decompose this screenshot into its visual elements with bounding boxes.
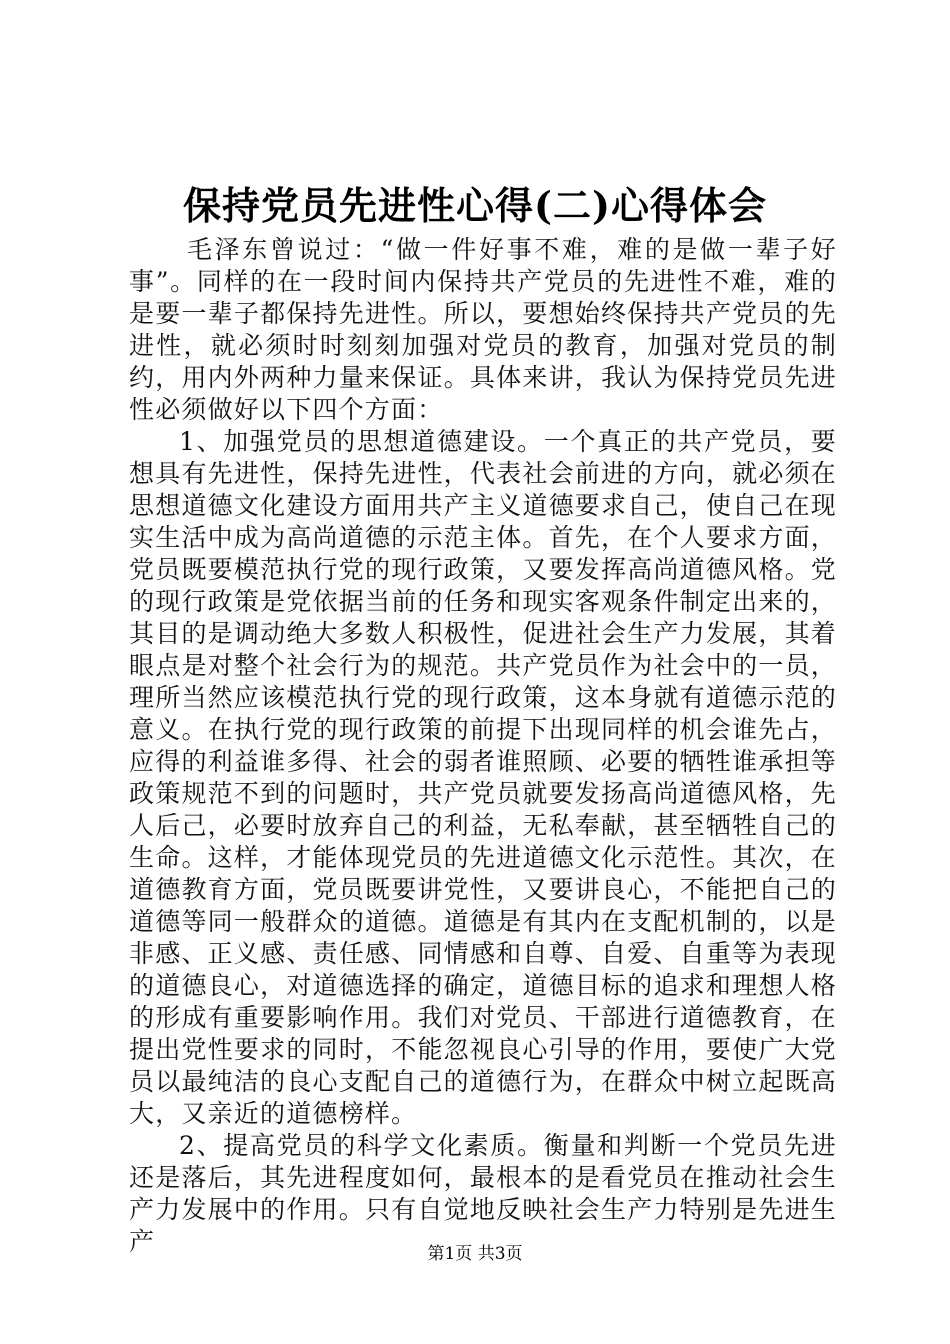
paragraph-intro: 毛泽东曾说过：“做一件好事不难，难的是做一辈子好事”。同样的在一段时间内保持共产党员的先进性不难，难的是要一辈子都保持先进性。所以，要想始终保持共产党员的先进性，就必须时时刻刻加强对党员的教育，加强对党员的制约，用内外两种力量来保证。具体来讲，我认为保持党员先进性必须做好以下四个方面： (129, 235, 837, 424)
paragraph-point-1: 1、加强党员的思想道德建设。一个真正的共产党员，要想具有先进性，保持先进性，代表社会前进的方向，就必须在思想道德文化建设方面用共产主义道德要求自己，使自己在现实生活中成为高尚道德的示范主体。首先，在个人要求方面，党员既要模范执行党的现行政策，又要发挥高尚道德风格。党的现行政策是党依据当前的任务和现实客观条件制定出来的，其目的是调动绝大多数人积极性，促进社会生产力发展，其着眼点是对整个社会行为的规范。共产党员作为社会中的一员，理所当然应该模范执行党的现行政策，这本身就有道德示范的意义。在执行党的现行政策的前提下出现同样的机会谁先占，应得的利益谁多得、社会的弱者谁照顾、必要的牺牲谁承担等政策规范不到的问题时，共产党员就要发扬高尚道德风格，先人后己，必要时放弃自己的利益，无私奉献，甚至牺牲自己的生命。这样，才能体现党员的先进道德文化示范性。其次，在道德教育方面，党员既要讲党性，又要讲良心，不能把自己的道德等同一般群众的道德。道德是有其内在支配机制的，以是非感、正义感、责任感、同情感和自尊、自爱、自重等为表现的道德良心，对道德选择的确定，道德目标的追求和理想人格的形成有重要影响作用。我们对党员、干部进行道德教育，在提出党性要求的同时，不能忽视良心引导的作用，要使广大党员以最纯洁的良心支配自己的道德行为，在群众中树立起既高大，又亲近的道德榜样。 (129, 427, 837, 1128)
document-title: 保持党员先进性心得(二)心得体会 (183, 183, 767, 228)
document-body (129, 234, 837, 1258)
paragraph-point-2: 2、提高党员的科学文化素质。衡量和判断一个党员先进还是落后，其先进程度如何，最根本的是看党员在推动社会生产力发展中的作用。只有自觉地反映社会生产力特别是先进生产 (129, 1131, 837, 1256)
page-number-footer: 第1页 共3页 (427, 1244, 523, 1264)
